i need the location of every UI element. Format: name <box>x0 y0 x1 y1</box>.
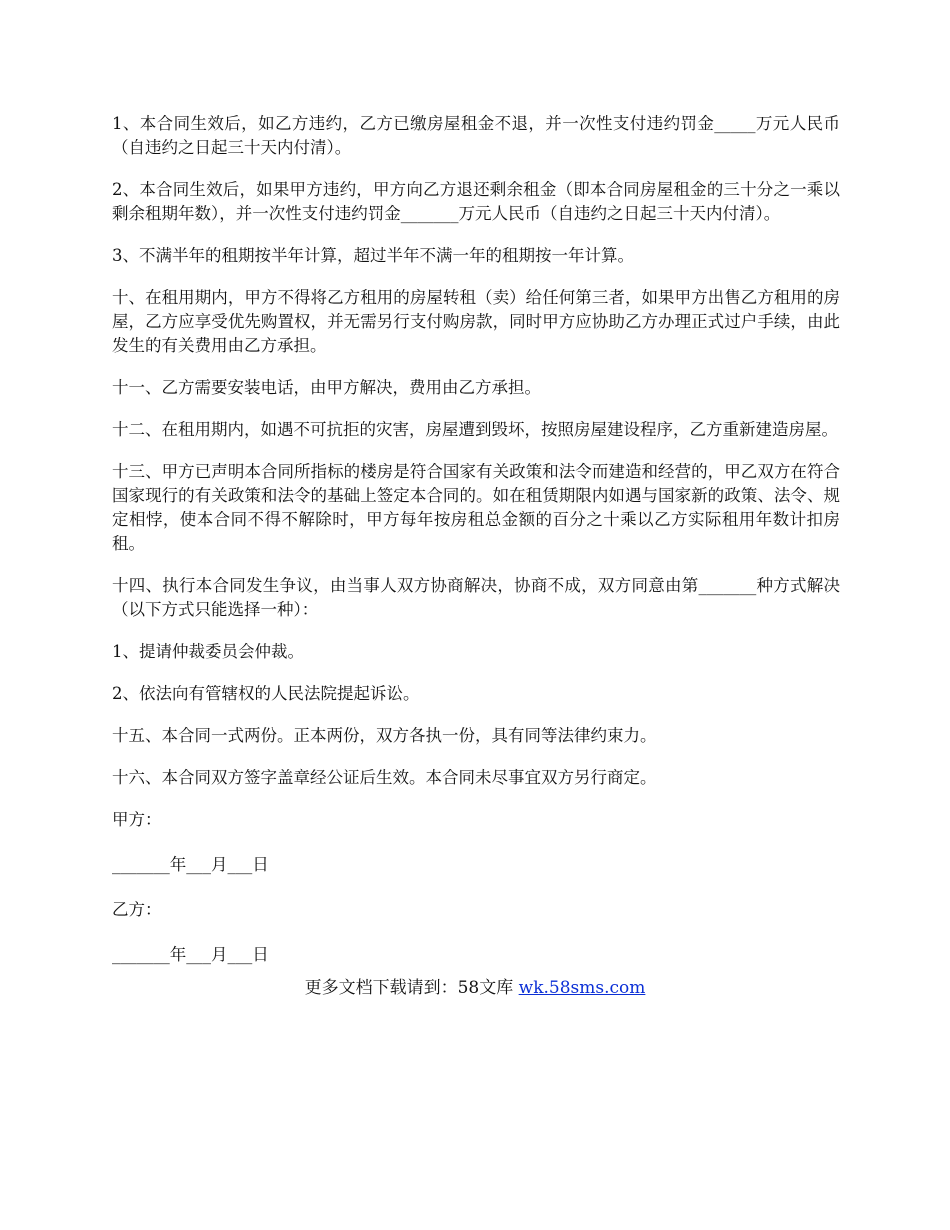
clause-12-force-majeure: 十二、在租用期内，如遇不可抗拒的灾害，房屋遭到毁坏，按照房屋建设程序，乙方重新建造房屋。 <box>112 420 838 439</box>
clause-13-policy-compliance: 十三、甲方已声明本合同所指标的楼房是符合国家有关政策和法令而建造和经营的，甲乙双方在符合国家现行的有关政策和法令的基础上签定本合同的。如在租赁期限内如遇与国家新的政策、法令、规定相悖，使本合同不得不解除时，甲方每年按房租总金额的百分之十乘以乙方实际租用年数计扣房租。 <box>112 462 840 553</box>
clause-16-effectiveness: 十六、本合同双方签字盖章经公证后生效。本合同未尽事宜双方另行商定。 <box>112 768 657 787</box>
clause-14-dispute-resolution: 十四、执行本合同发生争议，由当事人双方协商解决，协商不成，双方同意由第_______种方式解决（以下方式只能选择一种）： <box>112 576 840 619</box>
clause-2-breach-by-a: 2、本合同生效后，如果甲方违约，甲方向乙方退还剩余租金（即本合同房屋租金的三十分之一乘以剩余租期年数），并一次性支付违约罚金_______万元人民币（自违约之日起三十天内付清）。 <box>112 180 840 223</box>
party-b-date-line: _______年___月___日 <box>112 945 269 964</box>
document-body <box>112 112 840 988</box>
party-b-label: 乙方： <box>112 900 162 919</box>
dispute-option-litigation: 2、依法向有管辖权的人民法院提起诉讼。 <box>112 684 420 703</box>
clause-1-breach-by-b: 1、本合同生效后，如乙方违约，乙方已缴房屋租金不退，并一次性支付违约罚金_____万元人民币（自违约之日起三十天内付清）。 <box>112 114 840 157</box>
clause-15-copies: 十五、本合同一式两份。正本两份，双方各执一份，具有同等法律约束力。 <box>112 726 657 745</box>
footer-link[interactable]: wk.58sms.com <box>518 978 646 998</box>
footer-text: 更多文档下载请到：58文库 <box>304 978 519 998</box>
clause-10-sublease: 十、在租用期内，甲方不得将乙方租用的房屋转租（卖）给任何第三者，如果甲方出售乙方租用的房屋，乙方应享受优先购置权，并无需另行支付购房款，同时甲方应协助乙方办理正式过户手续，由此发生的有关费用由乙方承担。 <box>112 288 840 355</box>
party-a-label: 甲方： <box>112 810 162 829</box>
clause-11-telephone: 十一、乙方需要安装电话，由甲方解决，费用由乙方承担。 <box>112 378 541 397</box>
download-footer <box>0 975 950 1001</box>
party-a-date-line: _______年___月___日 <box>112 855 269 874</box>
clause-3-lease-term-rounding: 3、不满半年的租期按半年计算，超过半年不满一年的租期按一年计算。 <box>112 246 634 265</box>
dispute-option-arbitration: 1、提请仲裁委员会仲裁。 <box>112 642 304 661</box>
